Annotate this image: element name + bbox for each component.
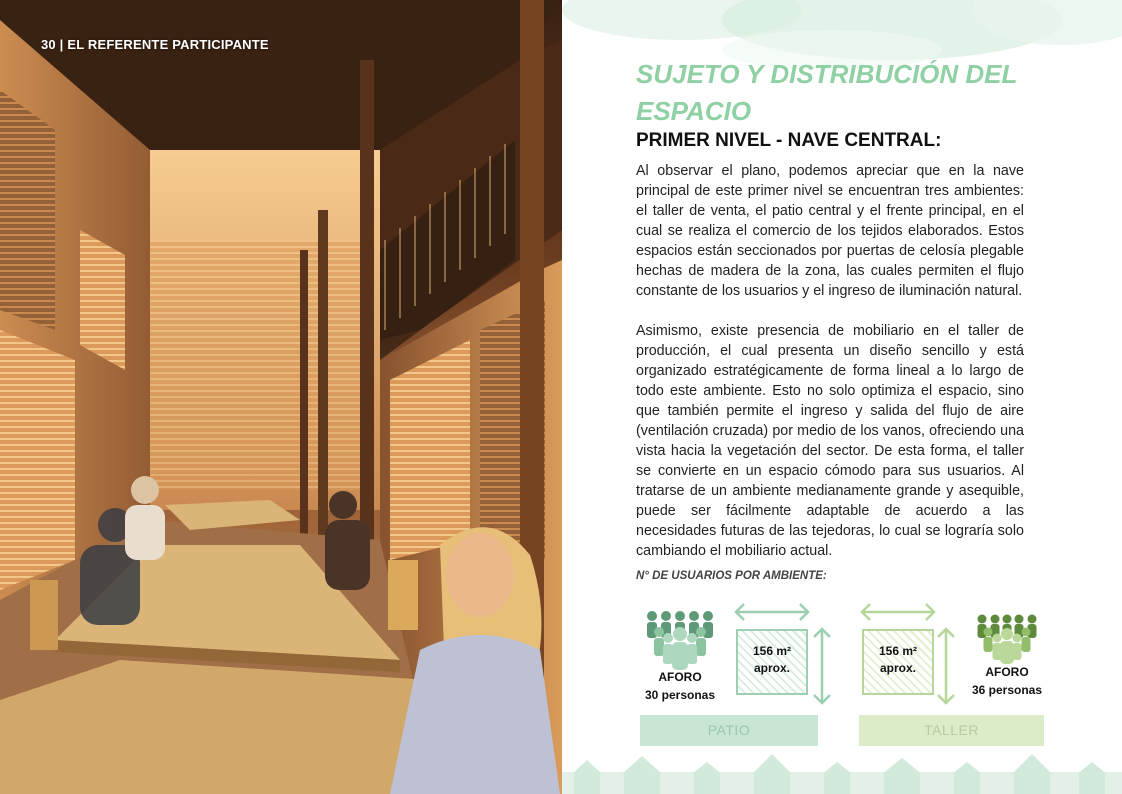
patio-aforo-count: 30 personas — [644, 688, 716, 702]
taller-area-value: 156 m² — [878, 644, 918, 658]
users-per-space-title: N° DE USUARIOS POR AMBIENTE: — [636, 570, 827, 582]
people-group-icon — [975, 612, 1039, 664]
patio-area-box — [736, 629, 808, 695]
paragraph-2: Asimismo, existe presencia de mobiliario en el taller de producción, el cual presenta un diseño sencillo y está organizado estratégicamente de forma lineal a lo largo de todo este ambiente. Esto no solo optimiza el espacio, sino que también permite el ingreso y salida del flujo de aire (ventilación cruzada) por medio de los vanos, ofreciendo una vista hacia la vegetación del sector. De esta forma, el taller se convierte en un espacio cómodo para sus usuarios. Al tratarse de un ambiente medianamente grande y asequible, puede ser fácilmente adaptable de acuerdo a las necesidades futuras de las tejedoras, lo cual se lograría solo cambiando el mobiliario actual. — [636, 323, 1024, 559]
taller-area-approx: aprox. — [879, 661, 916, 675]
patio-area-approx: aprox. — [753, 661, 790, 675]
patio-area-value: 156 m² — [752, 644, 792, 658]
taller-area-box — [862, 629, 934, 695]
double-arrow-icon — [935, 625, 957, 707]
taller-aforo-count: 36 personas — [971, 683, 1043, 697]
double-arrow-icon — [858, 601, 938, 623]
double-arrow-icon — [811, 625, 833, 707]
body-text — [636, 161, 1024, 561]
section-subtitle: PRIMER NIVEL - NAVE CENTRAL: — [636, 130, 942, 151]
patio-label: PATIO — [640, 715, 818, 746]
taller-label: TALLER — [859, 715, 1044, 746]
double-arrow-icon — [732, 601, 812, 623]
paragraph-1: Al observar el plano, podemos apreciar que en la nave principal de este primer nivel se encuentran tres ambientes: el taller de venta, el patio central y el frente principal, en el cual se realiza el comercio de los tejidos elaborados. Estos espacios están seccionados por puertas de celosía plegable hechas de madera de la zona, las cuales permiten el flujo constante de los usuarios y el ingreso de iluminación natural. — [636, 163, 1024, 299]
section-title: SUJETO Y DISTRIBUCIÓN DEL ESPACIO — [636, 59, 1017, 126]
taller-aforo-label: AFORO — [985, 665, 1029, 679]
page-header: 30 | EL REFERENTE PARTICIPANTE — [41, 37, 269, 52]
content-page — [562, 0, 1122, 794]
patio-aforo-label: AFORO — [658, 670, 702, 684]
people-group-icon — [644, 608, 716, 670]
